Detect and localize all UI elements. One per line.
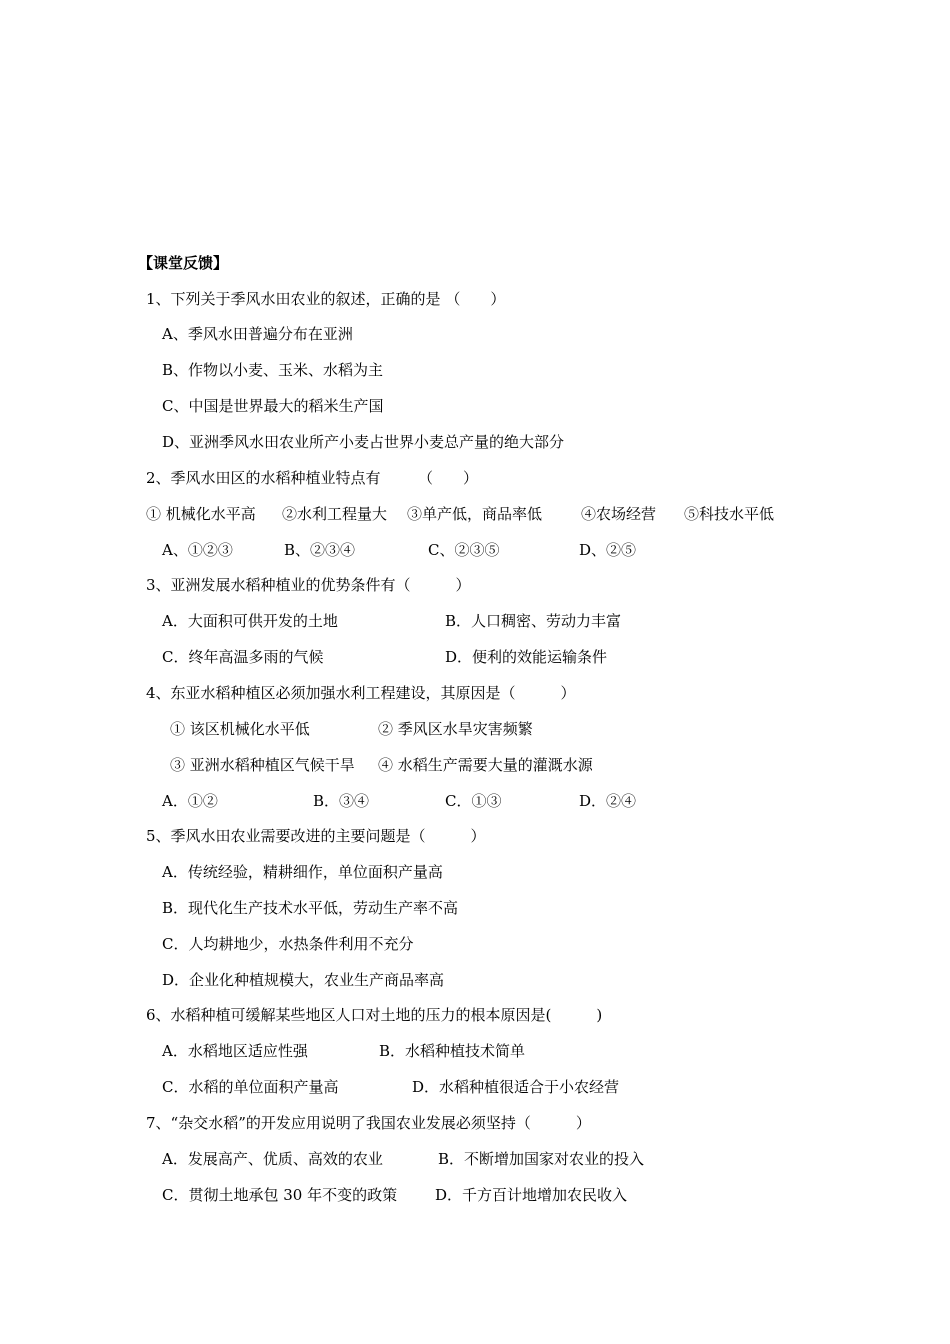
question-6-option-b: B．水稻种植技术简单 xyxy=(379,1042,526,1060)
question-2-option-a: A、①②③ xyxy=(162,541,233,559)
question-4-option-d: D．②④ xyxy=(579,792,637,810)
question-6-option-c: C．水稻的单位面积产量高 xyxy=(162,1078,339,1096)
question-3-option-b: B．人口稠密、劳动力丰富 xyxy=(445,612,622,630)
question-1-option-c: C、中国是世界最大的稻米生产国 xyxy=(162,397,384,415)
question-5-option-c: C．人均耕地少，水热条件利用不充分 xyxy=(162,935,414,953)
question-7-option-c: C．贯彻土地承包 30 年不变的政策 xyxy=(162,1186,398,1204)
question-4-option-b: B．③④ xyxy=(313,792,370,810)
question-3-option-a: A．大面积可供开发的土地 xyxy=(162,612,338,630)
question-4-option-c: C．①③ xyxy=(445,792,502,810)
question-3-stem: 3、亚洲发展水稻种植业的优势条件有（ ） xyxy=(146,576,471,594)
question-7-option-b: B．不断增加国家对农业的投入 xyxy=(438,1150,645,1168)
question-7-option-a: A．发展高产、优质、高效的农业 xyxy=(162,1150,383,1168)
question-4-item-1: ① 该区机械化水平低 xyxy=(170,720,310,738)
question-4-stem: 4、东亚水稻种植区必须加强水利工程建设，其原因是（ ） xyxy=(146,684,576,702)
question-3-option-c: C．终年高温多雨的气候 xyxy=(162,648,324,666)
question-5-stem: 5、季风水田农业需要改进的主要问题是（ ） xyxy=(146,827,486,845)
question-6-option-d: D．水稻种植很适合于小农经营 xyxy=(412,1078,620,1096)
question-2-item-2: ②水利工程量大 xyxy=(282,505,388,523)
question-4-option-a: A．①② xyxy=(162,792,218,810)
question-1-stem: 1、下列关于季风水田农业的叙述，正确的是 （ ） xyxy=(146,290,506,308)
question-2-item-1: ① 机械化水平高 xyxy=(146,505,256,523)
question-1-option-b: B、作物以小麦、玉米、水稻为主 xyxy=(162,361,384,379)
question-1-option-a: A、季风水田普遍分布在亚洲 xyxy=(162,325,353,343)
question-2-option-d: D、②⑤ xyxy=(579,541,637,559)
section-title: 【课堂反馈】 xyxy=(138,254,229,272)
question-2-item-4: ④农场经营 xyxy=(581,505,657,523)
question-2-stem: 2、季风水田区的水稻种植业特点有 （ ） xyxy=(146,469,479,487)
question-2-item-3: ③单产低，商品率低 xyxy=(407,505,543,523)
question-4-item-2: ② 季风区水旱灾害频繁 xyxy=(378,720,533,738)
question-5-option-a: A．传统经验，精耕细作，单位面积产量高 xyxy=(162,863,443,881)
question-2-option-c: C、②③⑤ xyxy=(428,541,500,559)
question-6-option-a: A．水稻地区适应性强 xyxy=(162,1042,308,1060)
question-1-option-d: D、亚洲季风水田农业所产小麦占世界小麦总产量的绝大部分 xyxy=(162,433,565,451)
question-6-stem: 6、水稻种植可缓解某些地区人口对土地的压力的根本原因是( ) xyxy=(146,1006,603,1024)
question-7-stem: 7、“杂交水稻”的开发应用说明了我国农业发展必须坚持（ ） xyxy=(146,1114,591,1132)
question-2-item-5: ⑤科技水平低 xyxy=(684,505,775,523)
question-4-item-3: ③ 亚洲水稻种植区气候干旱 xyxy=(170,756,355,774)
question-4-item-4: ④ 水稻生产需要大量的灌溉水源 xyxy=(378,756,593,774)
question-5-option-b: B．现代化生产技术水平低，劳动生产率不高 xyxy=(162,899,459,917)
question-7-option-d: D．千方百计地增加农民收入 xyxy=(435,1186,628,1204)
question-2-option-b: B、②③④ xyxy=(284,541,356,559)
question-3-option-d: D．便利的效能运输条件 xyxy=(445,648,608,666)
question-5-option-d: D．企业化种植规模大，农业生产商品率高 xyxy=(162,971,445,989)
